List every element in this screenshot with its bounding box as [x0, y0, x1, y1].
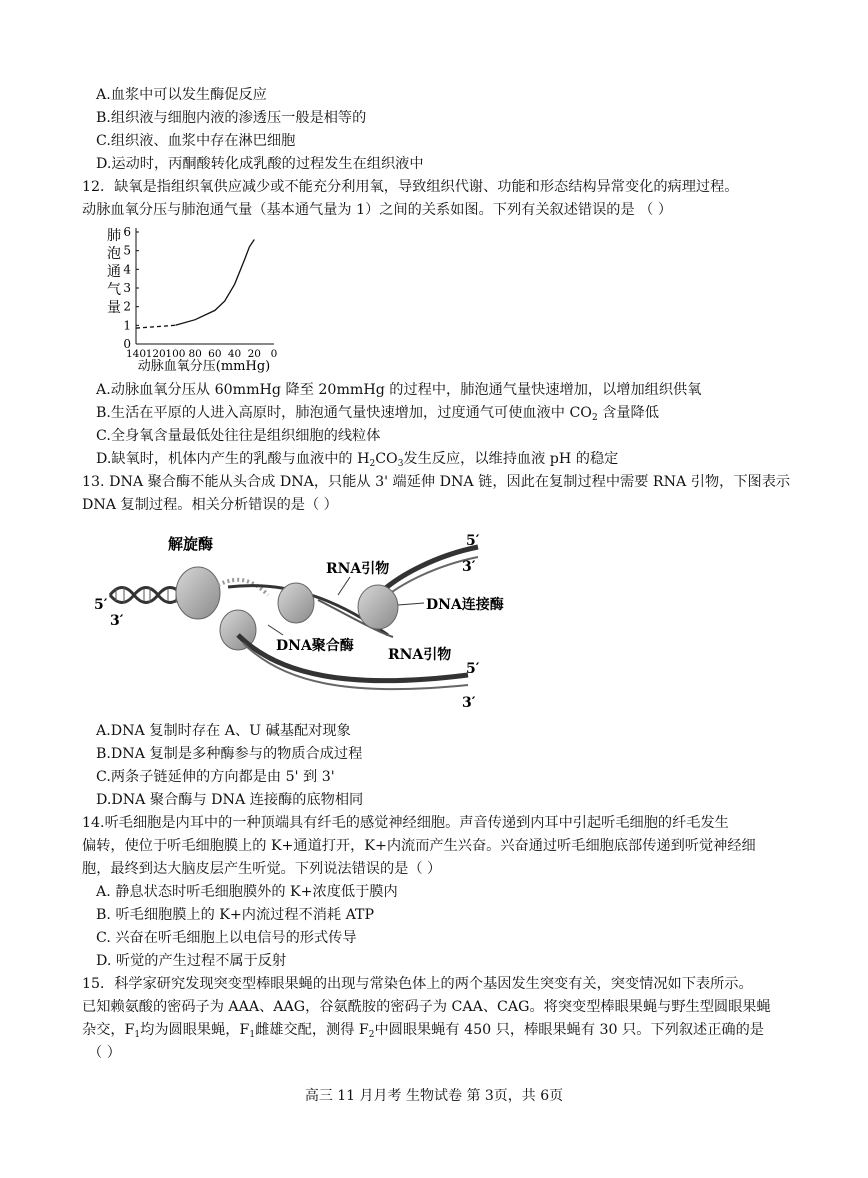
x-tick-label: 100 — [165, 348, 186, 360]
label-polymerase: DNA聚合酶 — [276, 638, 354, 654]
q14-option-d: D. 听觉的产生过程不属于反射 — [96, 953, 287, 969]
q13-option-a: A.DNA 复制时存在 A、U 碱基配对现象 — [96, 723, 351, 739]
chart-xlabel: 动脉血氧分压(mmHg) — [137, 359, 271, 374]
baseline-dashed-series — [136, 325, 175, 328]
ligase-enzyme — [358, 585, 398, 629]
oxygen-ventilation-chart — [100, 222, 300, 378]
y-tick-label: 6 — [123, 225, 131, 239]
ylabel-char-2: 泡 — [107, 246, 121, 262]
y-tick-label: 1 — [123, 318, 131, 333]
q11-option-b: B.组织液与细胞内液的渗透压一般是相等的 — [96, 110, 367, 126]
y-tick-label: 3 — [123, 281, 131, 295]
y-tick-label: 2 — [123, 299, 131, 314]
end-3-top: 3′ — [462, 559, 476, 575]
q11-option-a: A.血浆中可以发生酶促反应 — [96, 87, 267, 103]
q12-option-a: A.动脉血氧分压从 60mmHg 降至 20mmHg 的过程中，肺泡通气量快速增加，以增加组织供氧 — [96, 382, 702, 398]
q15-stem-line3: 杂交，$F_1$均为圆眼果蝇，$F_1$雌雄交配，测得 $F_2$中圆眼果蝇有 450 只，棒眼果蝇有 30 只。下列叙述正确的是 — [82, 1022, 764, 1040]
q13-stem-line1: 13. DNA 聚合酶不能从头合成 DNA，只能从 3' 端延伸 DNA 链，因此在复制过程中需要 RNA 引物，下图表示 — [82, 474, 791, 490]
label-helicase: 解旋酶 — [168, 535, 214, 553]
q14-stem-line2: 偏转，使位于听毛细胞膜上的 K+通道打开，K+内流而产生兴奋。兴奋通过听毛细胞底部传递到听觉神经细 — [82, 838, 756, 854]
q14-stem-line3: 胞，最终到达大脑皮层产生听觉。下列说法错误的是（ ） — [82, 861, 442, 877]
q15-stem-line1: 15．科学家研究发现突变型棒眼果蝇的出现与常染色体上的两个基因发生突变有关，突变情况如下表所示。 — [82, 976, 753, 992]
x-tick-label: 20 — [247, 348, 261, 360]
q12-option-b: B.生活在平原的人进入高原时，肺泡通气量快速增加，过度通气可使血液中 $CO_2$ 含量降低 — [96, 405, 659, 423]
polymerase-top — [278, 583, 314, 623]
q15-answer-paren: （ ） — [88, 1045, 121, 1061]
dna-replication-diagram — [88, 525, 508, 715]
ylabel-char-1: 肺 — [107, 228, 121, 244]
q13-option-d: D.DNA 聚合酶与 DNA 连接酶的底物相同 — [96, 792, 364, 808]
pointer-ligase — [398, 603, 424, 605]
y-tick-label: 0 — [123, 337, 131, 351]
q14-option-b: B. 听毛细胞膜上的 K+内流过程不消耗 ATP — [96, 907, 375, 923]
end-5-bottom: 5′ — [466, 661, 480, 677]
x-tick-label: 0 — [270, 348, 278, 360]
label-rna-primer-top: RNA引物 — [326, 561, 390, 577]
q12-stem-line2: 动脉血氧分压与肺泡通气量（基本通气量为 1）之间的关系如图。下列有关叙述错误的是 （ ） — [82, 202, 673, 218]
q14-stem-line1: 14.听毛细胞是内耳中的一种顶端具有纤毛的感觉神经细胞。声音传递到内耳中引起听毛细胞的纤毛发生 — [82, 815, 729, 831]
y-tick-label: 5 — [123, 243, 131, 258]
q14-option-c: C. 兴奋在听毛细胞上以电信号的形式传导 — [96, 930, 357, 946]
q13-stem-line2: DNA 复制过程。相关分析错误的是（ ） — [82, 497, 338, 513]
end-3-left: 3′ — [110, 613, 124, 629]
chart-ylabel — [107, 227, 121, 316]
end-3-bottom: 3′ — [462, 695, 476, 711]
pointer-polymerase — [268, 625, 283, 635]
x-tick-label: 40 — [227, 348, 242, 360]
chart-series-group — [136, 240, 254, 329]
q13-option-c: C.两条子链延伸的方向都是由 5' 到 3' — [96, 769, 335, 785]
label-ligase: DNA连接酶 — [426, 597, 504, 613]
pointer-primer-top — [338, 577, 350, 595]
ylabel-char-4: 气 — [107, 282, 121, 298]
label-rna-primer-bottom: RNA引物 — [388, 647, 452, 663]
end-5-left: 5′ — [94, 597, 108, 613]
ylabel-char-5: 量 — [107, 300, 121, 316]
x-tick-label: 80 — [188, 348, 202, 360]
page-footer: 高三 11 月月考 生物试卷 第 3页，共 6页 — [304, 1088, 564, 1104]
q12-stem-line1: 12．缺氧是指组织氧供应减少或不能充分利用氧，导致组织代谢、功能和形态结构异常变化的病理过程。 — [82, 179, 739, 195]
q13-option-b: B.DNA 复制是多种酶参与的物质合成过程 — [96, 746, 363, 762]
ventilation-curve-series — [175, 240, 254, 326]
q11-option-c: C.组织液、血浆中存在淋巴细胞 — [96, 133, 296, 149]
q11-option-d: D.运动时，丙酮酸转化成乳酸的过程发生在组织液中 — [96, 156, 424, 172]
q15-stem-line2: 已知赖氨酸的密码子为 AAA、AAG，谷氨酰胺的密码子为 CAA、CAG。将突变型棒眼果蝇与野生型圆眼果蝇 — [82, 999, 771, 1015]
x-tick-label: 60 — [208, 348, 222, 360]
y-tick-group — [123, 225, 139, 351]
x-tick-label: 120 — [145, 348, 166, 360]
q12-option-c: C.全身氧含量最低处往往是组织细胞的线粒体 — [96, 428, 381, 444]
q12-option-d: D.缺氧时，机体内产生的乳酸与血液中的 $H_2CO_3$发生反应，以维持血液 pH 的稳定 — [96, 451, 619, 469]
single-strand-binding — [218, 580, 268, 595]
end-5-top: 5′ — [466, 533, 480, 549]
helicase-enzyme — [176, 567, 220, 619]
q14-option-a: A. 静息状态时听毛细胞膜外的 K+浓度低于膜内 — [96, 884, 398, 900]
ylabel-char-3: 通 — [107, 264, 121, 280]
x-tick-label: 140 — [125, 348, 147, 360]
y-tick-label: 4 — [123, 262, 131, 277]
